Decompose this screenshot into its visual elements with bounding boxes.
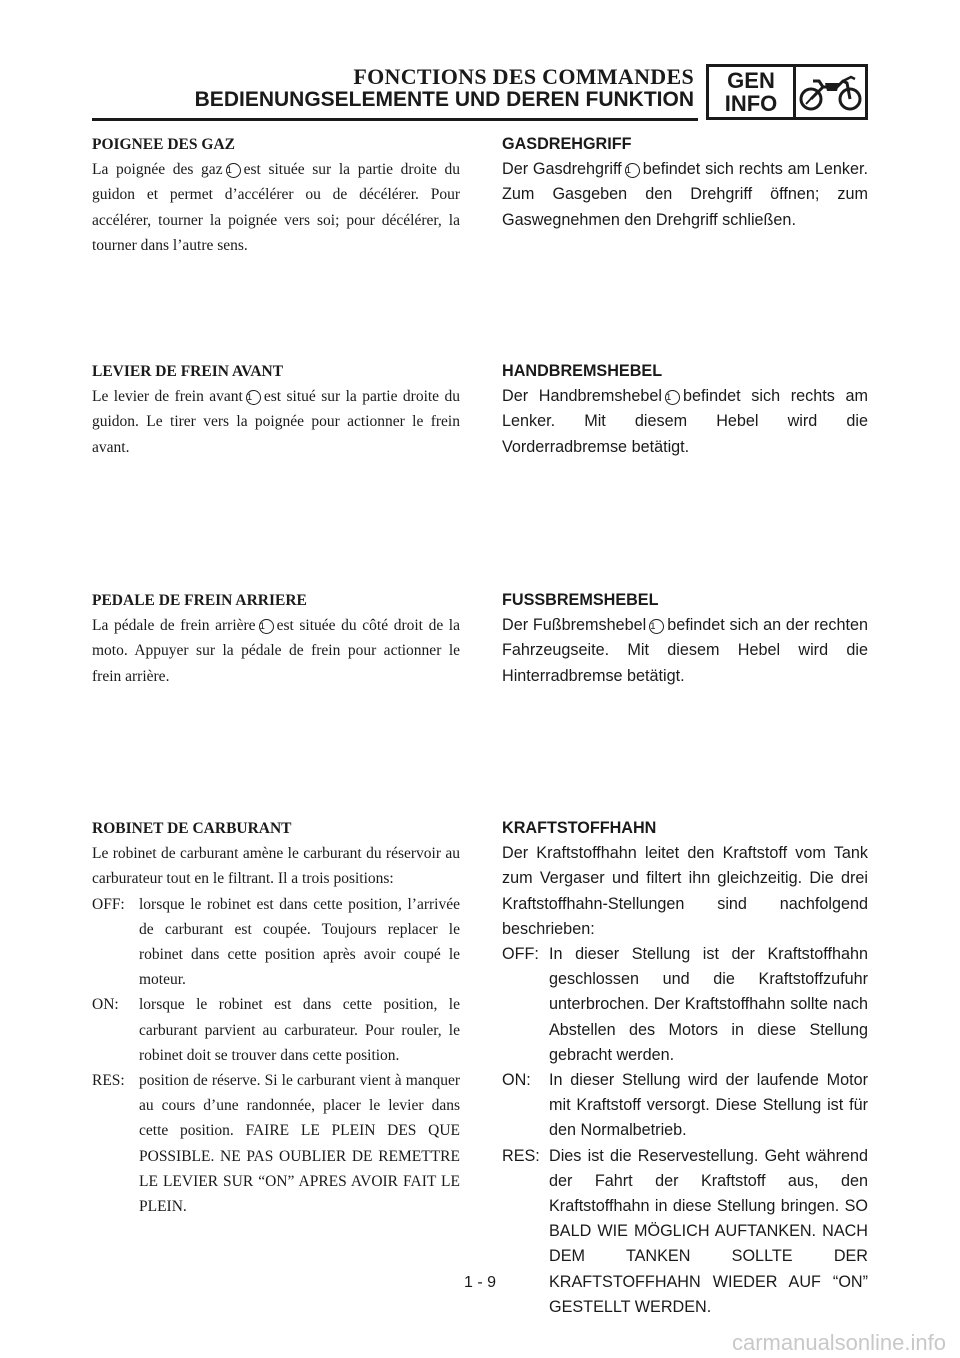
position-on-fr bbox=[92, 992, 460, 1068]
section-rear-brake-fr bbox=[92, 588, 460, 689]
paragraph-throttle-de bbox=[502, 157, 868, 233]
text-b: befindet sich rechts am Lenker. Zum Gasgeben den Drehgriff öffnen; zum Gaswegnehmen den Drehgriff schließen. bbox=[502, 160, 868, 229]
gen-info-badge bbox=[706, 64, 868, 120]
heading-front-brake-de: HANDBREMSHEBEL bbox=[502, 362, 663, 380]
header-rule bbox=[92, 118, 698, 121]
position-res-fr bbox=[92, 1068, 460, 1219]
paragraph-rear-brake-fr bbox=[92, 613, 460, 689]
section-front-brake-de bbox=[502, 359, 868, 460]
position-off-fr bbox=[92, 892, 460, 993]
section-throttle-fr bbox=[92, 132, 460, 258]
watermark: carmanualsonline.info bbox=[731, 1330, 946, 1355]
position-term: RES: bbox=[502, 1146, 540, 1165]
paragraph-front-brake-de bbox=[502, 384, 868, 460]
heading-fuel-cock-de: KRAFTSTOFFHAHN bbox=[502, 819, 657, 837]
text-a: Der Gasdrehgriff bbox=[502, 160, 622, 179]
callout-number: 1 bbox=[226, 163, 241, 178]
position-on-de bbox=[502, 1068, 868, 1144]
text-a: Der Fußbremshebel bbox=[502, 616, 647, 635]
callout-number: 1 bbox=[259, 619, 274, 634]
text-b: est situé sur la partie droite du guidon. Le tirer vers la poignée pour actionner le frein avant. bbox=[92, 388, 460, 456]
page-number: 1 - 9 bbox=[463, 1274, 496, 1291]
position-desc: Dies ist die Reservestellung. Geht während der Fahrt der Kraftstoff aus, den Kraftstoffhahn in diese Stellung bringen. SO BALD WIE MÖGLICH AUFTANKEN. NACH DEM TANKEN SOLLTE DER KRAFTSTOFFHAHN WIEDER AUF “ON” GESTELLT WERDEN. bbox=[549, 1146, 868, 1316]
position-desc: In dieser Stellung wird der laufende Motor mit Kraftstoff versorgt. Diese Stellung ist für den Normalbetrieb. bbox=[549, 1071, 868, 1140]
position-desc: position de réserve. Si le carburant vient à manquer au cours d’une randonnée, placer le levier dans cette position. FAIRE LE PLEIN DES QUE POSSIBLE. NE PAS OUBLIER DE REMETTRE LE LEVIER SUR “ON” APRES AVOIR FAIT LE PLEIN. bbox=[139, 1072, 460, 1216]
heading-fuel-cock-fr: ROBINET DE CARBURANT bbox=[92, 820, 292, 837]
paragraph-rear-brake-de bbox=[502, 613, 868, 689]
text-a: Der Handbremshebel bbox=[502, 387, 663, 406]
heading-rear-brake-fr: PEDALE DE FREIN ARRIERE bbox=[92, 592, 307, 609]
text-a: La poignée des gaz bbox=[92, 161, 223, 179]
text-a: La pédale de frein arrière bbox=[92, 617, 256, 635]
position-term: ON: bbox=[92, 996, 119, 1014]
position-term: RES: bbox=[92, 1072, 125, 1090]
paragraph-front-brake-fr bbox=[92, 384, 460, 460]
section-fuel-cock-de bbox=[502, 816, 868, 1320]
section-front-brake-fr bbox=[92, 359, 460, 460]
heading-front-brake-fr: LEVIER DE FREIN AVANT bbox=[92, 363, 284, 380]
callout-number: 1 bbox=[625, 163, 640, 178]
text-b: est située du côté droit de la moto. Appuyer sur la pédale de frein pour actionner le frein arrière. bbox=[92, 617, 460, 685]
paragraph-fuel-cock-intro-de: Der Kraftstoffhahn leitet den Kraftstoff vom Tank zum Vergaser und filtert ihn gleichzeitig. Die drei Kraftstoffhahn-Stellungen sind nachfolgend beschrieben: bbox=[502, 844, 868, 938]
section-throttle-de bbox=[502, 132, 868, 233]
text-b: befindet sich an der rechten Fahrzeugseite. Mit diesem Hebel wird die Hinterradbremse betätigt. bbox=[502, 616, 868, 685]
header-title-fr: FONCTIONS DES COMMANDES bbox=[353, 64, 694, 89]
heading-rear-brake-de: FUSSBREMSHEBEL bbox=[502, 591, 659, 609]
callout-number: 1 bbox=[246, 390, 261, 405]
position-desc: In dieser Stellung ist der Kraftstoffhahn geschlossen und die Kraftstoffzufuhr unterbrochen. Der Kraftstoffhahn sollte nach Abstellen des Motors in diese Stellung gebracht werden. bbox=[549, 945, 868, 1064]
position-res-de bbox=[502, 1144, 868, 1320]
heading-throttle-de: GASDREHGRIFF bbox=[502, 135, 632, 153]
section-fuel-cock-fr bbox=[92, 816, 460, 1219]
position-term: ON: bbox=[502, 1071, 531, 1090]
position-desc: lorsque le robinet est dans cette position, le carburant parvient au carburateur. Pour rouler, le robinet doit se trouver dans cette position. bbox=[139, 996, 460, 1064]
badge-label-line1: GEN bbox=[727, 68, 775, 93]
paragraph-fuel-cock-intro-fr: Le robinet de carburant amène le carburant du réservoir au carburateur tout en le filtrant. Il a trois positions: bbox=[92, 845, 460, 888]
badge-label-line2: INFO bbox=[724, 91, 778, 116]
motorcycle-icon bbox=[796, 67, 865, 117]
header-title-de: BEDIENUNGSELEMENTE UND DEREN FUNKTION bbox=[194, 88, 694, 111]
callout-number: 1 bbox=[649, 619, 664, 634]
callout-number: 1 bbox=[665, 390, 680, 405]
position-desc: lorsque le robinet est dans cette position, l’arrivée de carburant est coupée. Toujours replacer le robinet dans cette position après avoir coupé le moteur. bbox=[139, 895, 460, 989]
paragraph-throttle-fr bbox=[92, 157, 460, 258]
text-b: est située sur la partie droite du guidon et permet d’accélérer ou de décélérer. Pour accélérer, tourner la poignée vers soi; pour décélérer, la tourner dans l’autre sens. bbox=[92, 161, 460, 254]
badge-label bbox=[709, 67, 796, 117]
heading-throttle-fr: POIGNEE DES GAZ bbox=[92, 136, 235, 153]
section-rear-brake-de bbox=[502, 588, 868, 689]
text-a: Le levier de frein avant bbox=[92, 388, 243, 406]
text-b: befindet sich rechts am Lenker. Mit diesem Hebel wird die Vorderradbremse betätigt. bbox=[502, 387, 868, 456]
position-term: OFF: bbox=[502, 945, 539, 964]
position-term: OFF: bbox=[92, 895, 125, 913]
position-off-de bbox=[502, 942, 868, 1068]
